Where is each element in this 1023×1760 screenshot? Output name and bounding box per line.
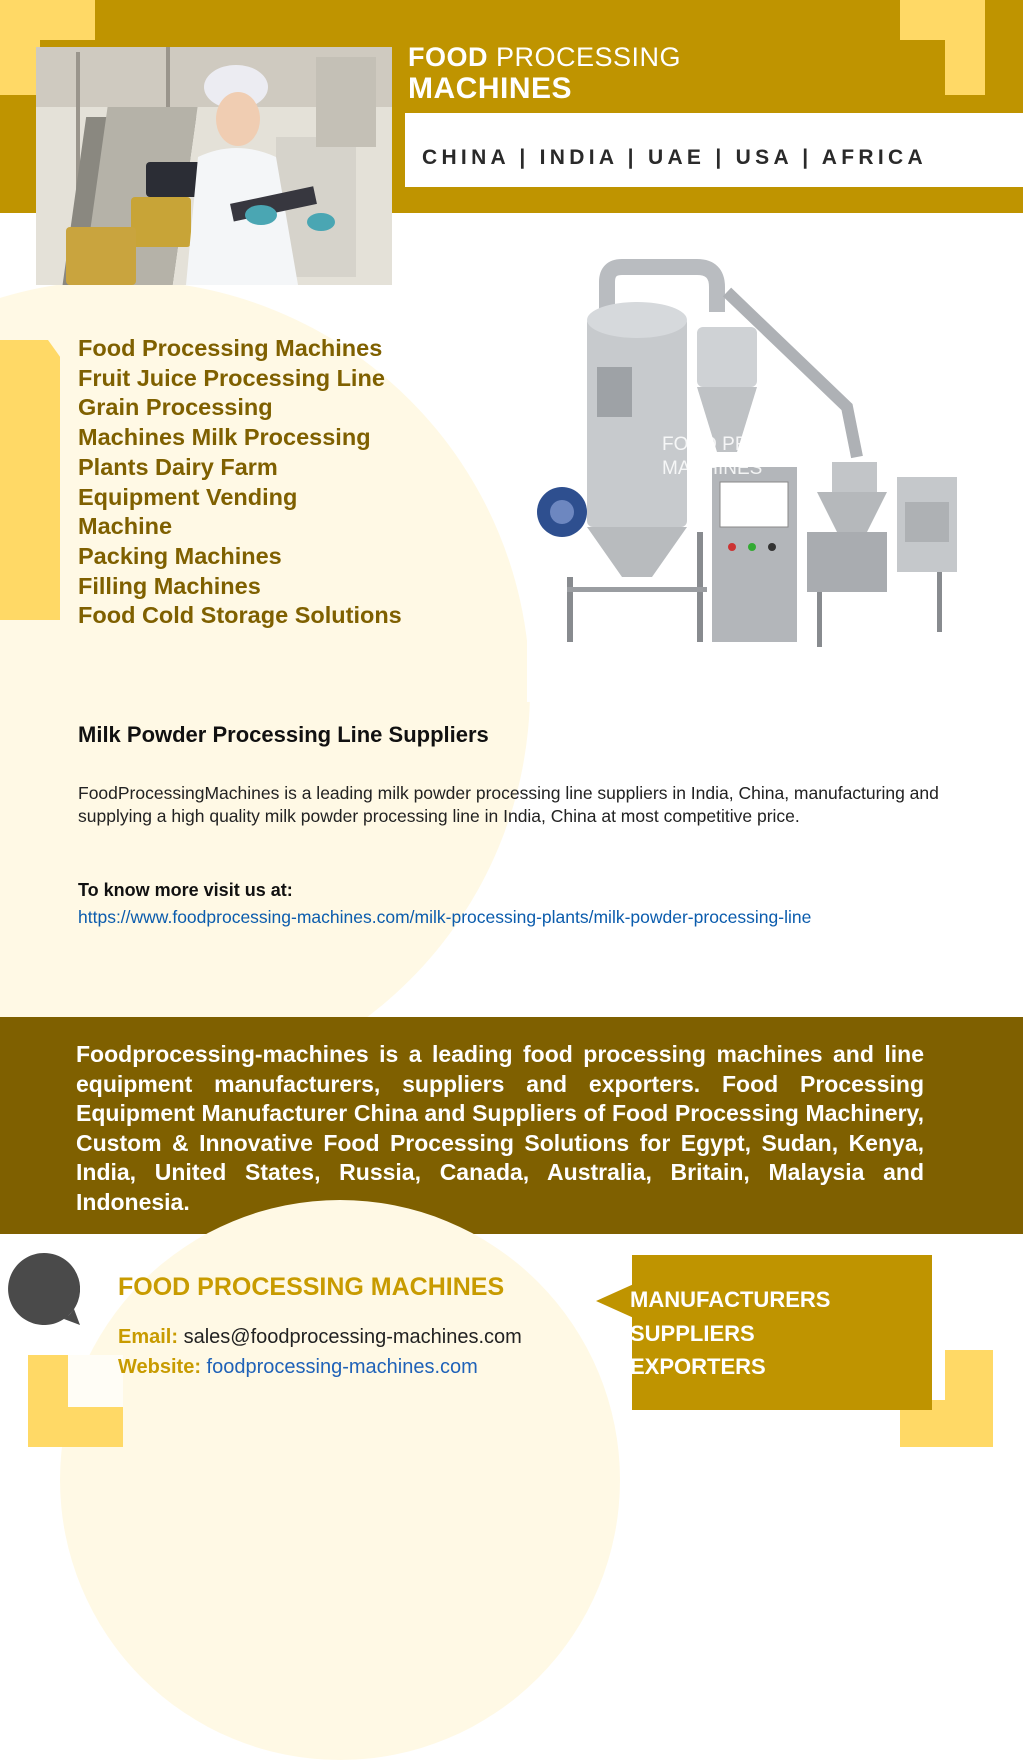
corner-decoration-bottom-left-cutout [68,1355,123,1407]
product-page-link[interactable]: https://www.foodprocessing-machines.com/milk-processing-plants/milk-powder-processing-line [78,907,812,927]
logo-line-1: FOOD PROCESSING [408,42,682,72]
category-item: Packing Machines [78,542,282,569]
category-item: Equipment Vending [78,483,298,510]
category-item: Plants Dairy Farm [78,453,278,480]
website-label: Website: [118,1356,201,1378]
category-item: Filling Machines [78,572,261,599]
location-pin-icon [8,1253,80,1325]
milk-powder-machine-image [527,232,967,702]
roles-list [630,1283,830,1384]
email-address[interactable]: sales@foodprocessing-machines.com [183,1326,522,1348]
watermark-line-2: MACHINES [662,458,763,479]
category-item: Grain Processing [78,394,273,421]
left-accent-tab [0,340,60,620]
watermark-line-1: FOOD PROCESSING [662,434,849,455]
footer-title: FOOD PROCESSING MACHINES [118,1273,505,1301]
role-item: MANUFACTURERS [630,1287,831,1312]
website-link[interactable]: foodprocessing-machines.com [206,1356,478,1378]
role-item: SUPPLIERS [630,1320,755,1346]
category-item: Machines Milk Processing [78,424,371,451]
footer-website-row [118,1356,478,1379]
footer-email-row [118,1326,522,1349]
article-heading: Milk Powder Processing Line Suppliers [78,722,489,747]
corner-decoration-top-left-vertical [0,0,40,95]
category-item: Fruit Juice Processing Line [78,364,385,391]
category-item: Food Cold Storage Solutions [78,602,402,629]
email-label: Email: [118,1326,179,1348]
countries-list: CHINA | INDIA | UAE | USA | AFRICA [422,146,927,169]
role-item: EXPORTERS [630,1354,766,1379]
factory-worker-photo [36,47,392,285]
corner-decoration-top-right-vertical [945,0,985,95]
article-body: FoodProcessingMachines is a leading milk powder processing line suppliers in India, China, manufacturing and supplying a high quality milk powder processing line in India, China at most competitive price. [78,783,939,826]
about-text: Foodprocessing-machines is a leading food processing machines and line equipment manufacturers, suppliers and exporters. Food Processing Equipment Manufacturer China and Suppliers of Food Processing Machinery, Custom & Innovative Food Processing Solutions for Egypt, Sudan, Kenya, India, United States, Russia, Canada, Australia, Britain, Malaysia and Indonesia. [76,1041,924,1215]
product-category-list [78,334,402,631]
visit-label: To know more visit us at: [78,880,293,900]
category-item: Food Processing Machines [78,335,383,361]
category-item: Machine [78,513,173,540]
logo-line-2: MACHINES [408,72,573,105]
